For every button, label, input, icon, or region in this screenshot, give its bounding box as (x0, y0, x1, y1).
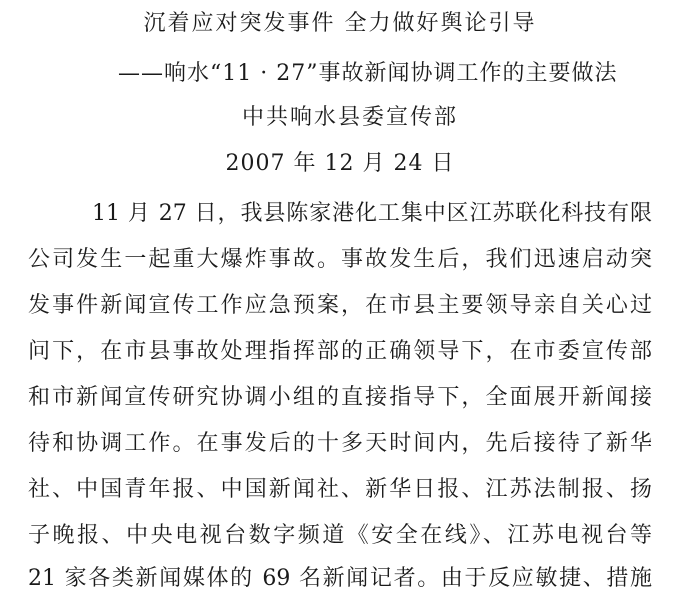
body-line: 21 家各类新闻媒体的 69 名新闻记者。由于反应敏捷、措施 (28, 566, 652, 591)
body-line: 11 月 27 日，我县陈家港化工集中区江苏联化科技有限 (92, 201, 652, 226)
body-line: 问下，在市县事故处理指挥部的正确领导下，在市委宣传部 (28, 339, 652, 364)
body-line: 待和协调工作。在事发后的十多天时间内，先后接待了新华 (28, 431, 652, 456)
body-line: 公司发生一起重大爆炸事故。事故发生后，我们迅速启动突 (28, 247, 652, 272)
body-line: 和市新闻宣传研究协调小组的直接指导下，全面展开新闻接 (28, 385, 652, 410)
body-line: 社、中国青年报、中国新闻社、新华日报、江苏法制报、扬 (28, 477, 652, 502)
document-subtitle: ——响水“11 · 27”事故新闻协调工作的主要做法 (118, 61, 618, 86)
body-line: 发事件新闻宣传工作应急预案，在市县主要领导亲自关心过 (28, 293, 652, 318)
body-line: 子晚报、中央电视台数字频道《安全在线》、江苏电视台等 (28, 523, 652, 548)
document-title: 沉着应对突发事件 全力做好舆论引导 (143, 11, 537, 36)
document-date: 2007 年 12 月 24 日 (225, 151, 455, 176)
document-organization: 中共响水县委宣传部 (241, 105, 458, 130)
